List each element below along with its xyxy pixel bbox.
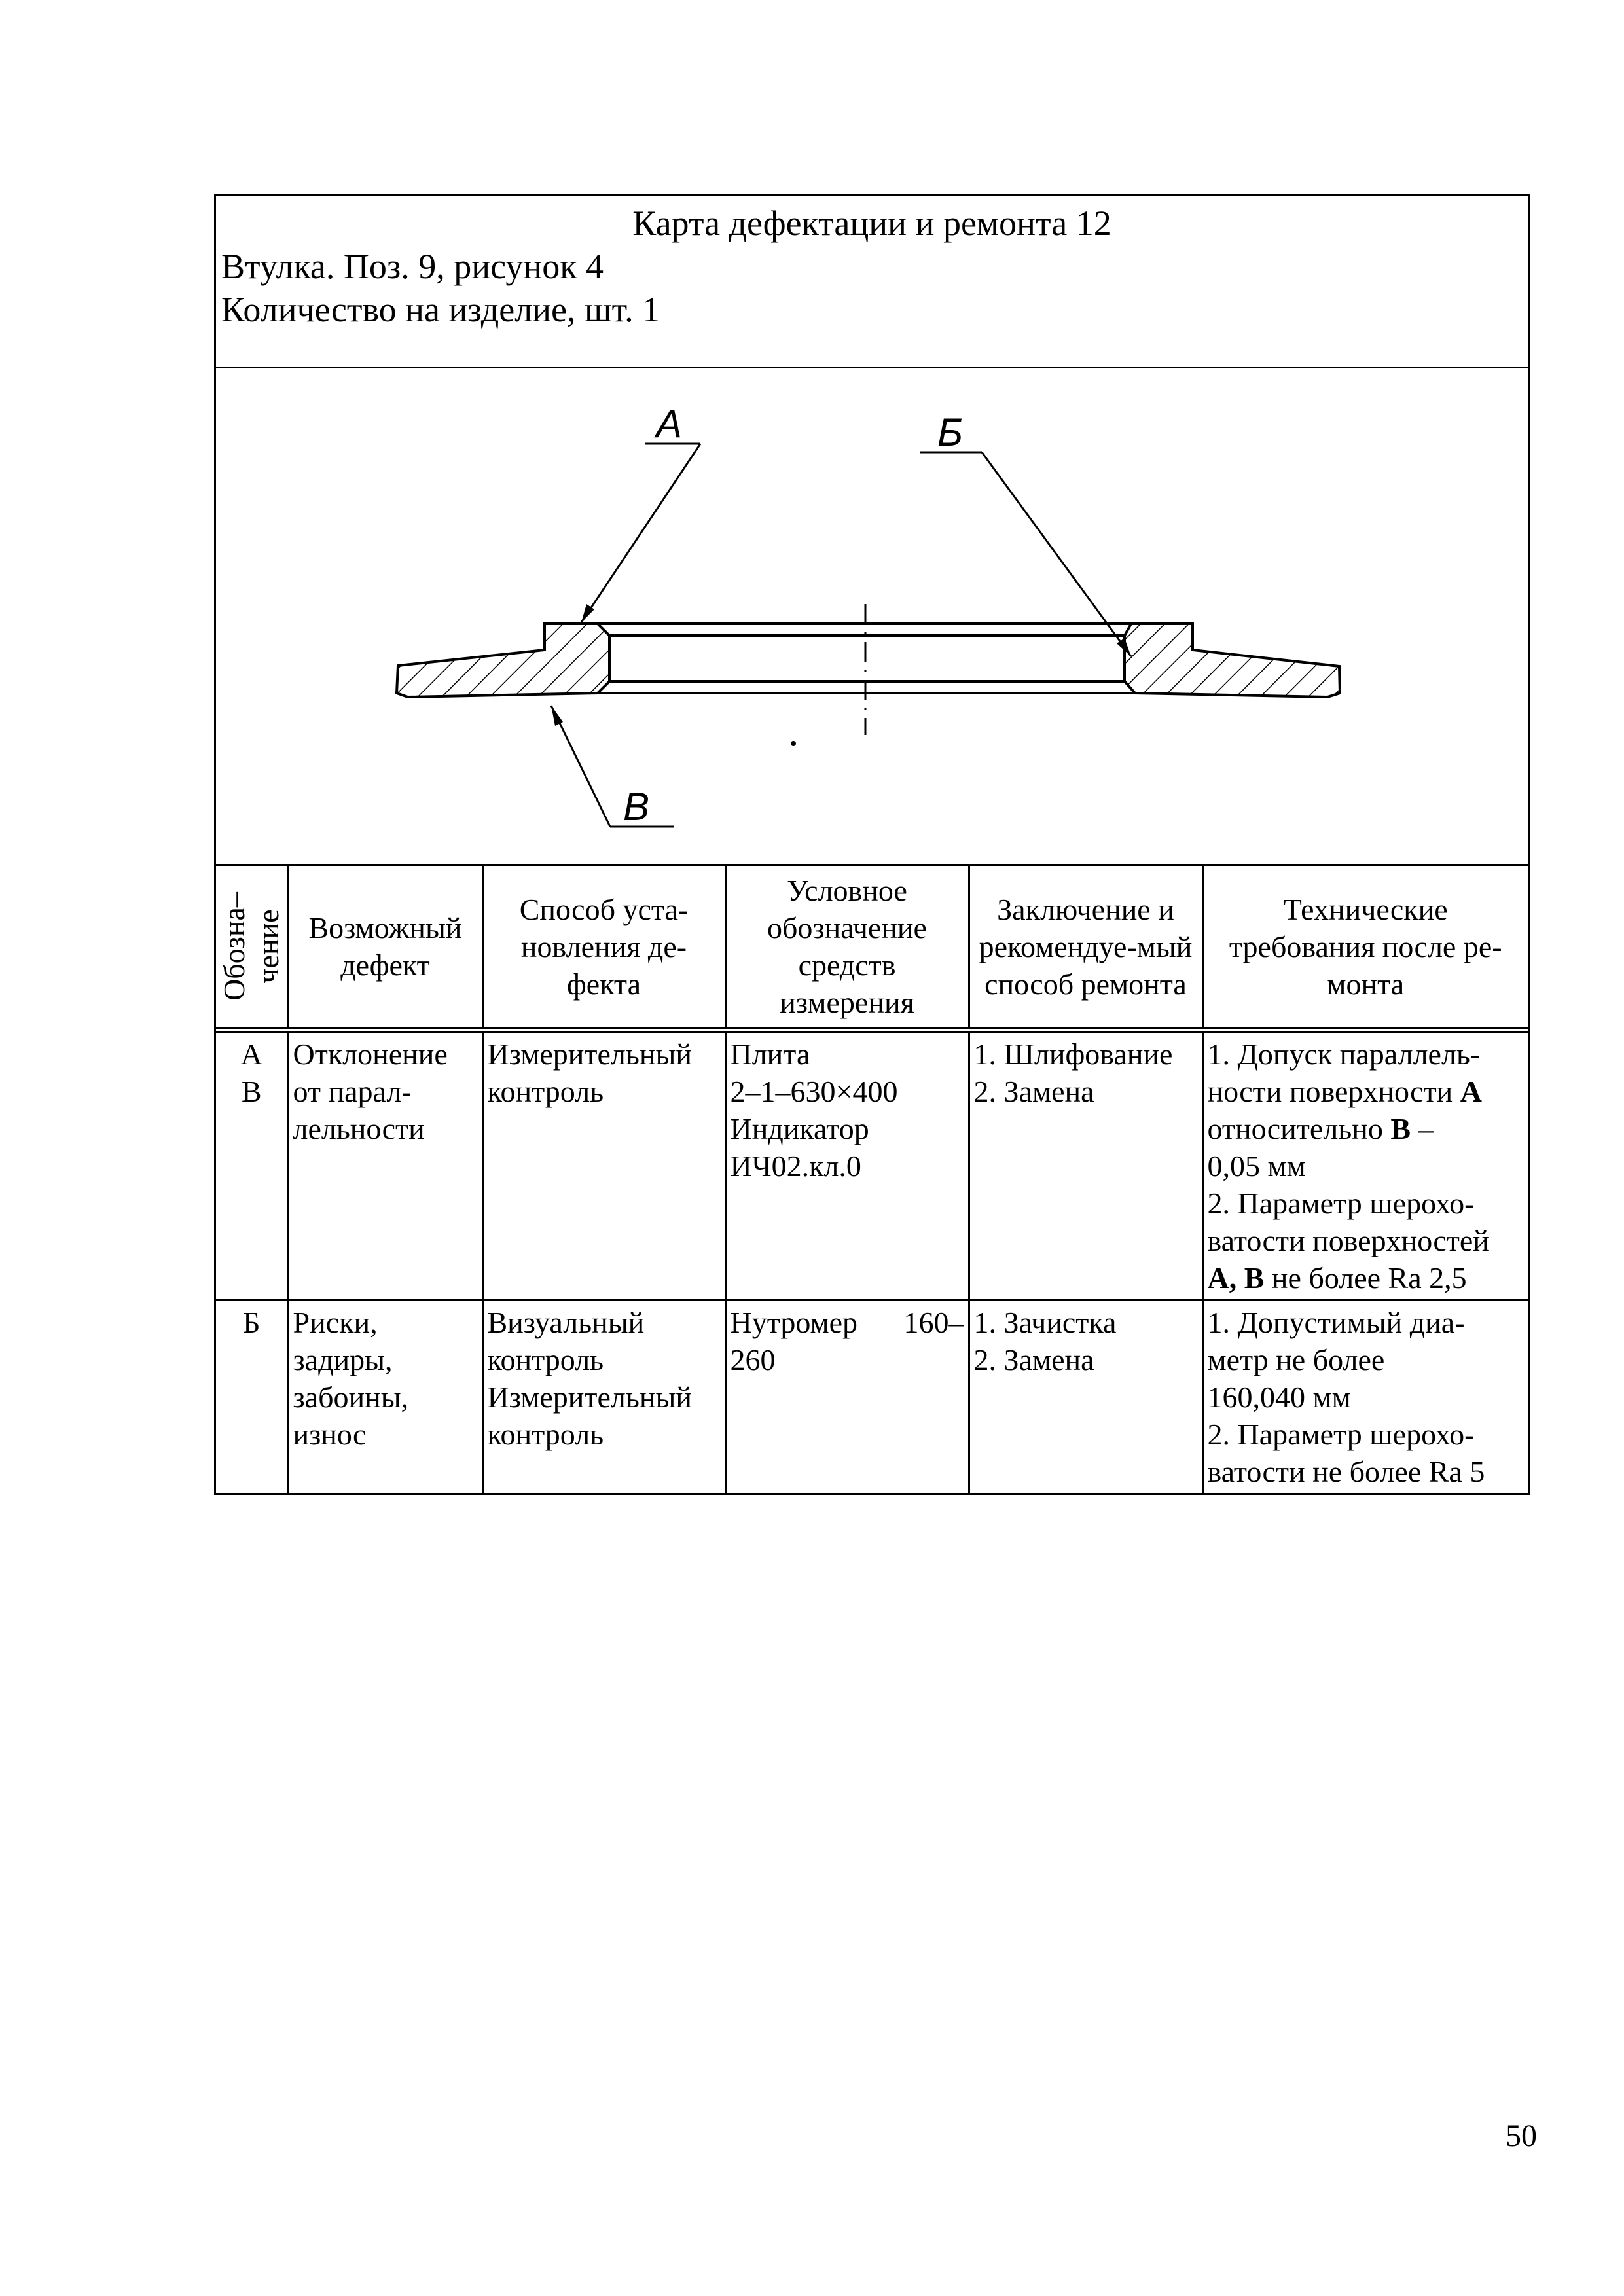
cell-line: забоины, bbox=[293, 1380, 409, 1414]
defect-card bbox=[214, 194, 1530, 1495]
cell-text: не более Ra 2,5 bbox=[1264, 1261, 1467, 1295]
row-means bbox=[725, 1300, 969, 1494]
header-means: Условное обозначение средств измерения bbox=[725, 866, 969, 1030]
row-method bbox=[482, 1030, 725, 1300]
cell-line: 2. Замена bbox=[973, 1343, 1094, 1376]
row-method bbox=[482, 1300, 725, 1494]
label-a: А bbox=[656, 402, 683, 446]
card-header bbox=[216, 196, 1528, 368]
cell-text: Нутромер bbox=[730, 1306, 858, 1339]
cell-line: 2. Замена bbox=[973, 1075, 1094, 1108]
header-designation bbox=[216, 866, 288, 1030]
surface-ref: В bbox=[1390, 1112, 1411, 1145]
table-header-row bbox=[216, 866, 1528, 1030]
cell-text: 160– bbox=[903, 1306, 964, 1339]
surface-ref: А, В bbox=[1207, 1261, 1265, 1295]
cell-line: 2. Параметр шерохо- bbox=[1207, 1187, 1475, 1220]
header-method: Способ уста-новления де-фекта bbox=[482, 866, 725, 1030]
cell-line: 0,05 мм bbox=[1207, 1149, 1306, 1183]
cell-text: ности поверхности bbox=[1207, 1075, 1460, 1108]
cell-line: Риски, bbox=[293, 1306, 378, 1339]
header-defect: Возможный дефект bbox=[288, 866, 482, 1030]
left-section bbox=[397, 624, 609, 697]
cell-line: ватости поверхностей bbox=[1207, 1224, 1489, 1257]
cell-line: Визуальный bbox=[487, 1306, 645, 1339]
row-means bbox=[725, 1030, 969, 1300]
header-designation-line-2: чение bbox=[251, 909, 285, 984]
part-name: Втулка. Поз. 9, рисунок 4 bbox=[221, 247, 604, 286]
cell-line: 2. Параметр шерохо- bbox=[1207, 1418, 1475, 1451]
card-title: Карта дефектации и ремонта 12 bbox=[632, 204, 1111, 243]
cell-line bbox=[731, 1304, 964, 1341]
cell-line: метр не более bbox=[1207, 1343, 1385, 1376]
code-line: В bbox=[241, 1075, 262, 1108]
label-b: Б bbox=[937, 410, 964, 454]
cell-line: лельности bbox=[293, 1112, 425, 1145]
row-code bbox=[216, 1030, 288, 1300]
cell-line: 1. Допуск параллель- bbox=[1207, 1037, 1481, 1071]
technical-drawing bbox=[216, 368, 1528, 866]
cell-line: ИЧ02.кл.0 bbox=[730, 1149, 861, 1183]
cell-line: задиры, bbox=[293, 1343, 393, 1376]
cell-text: – bbox=[1411, 1112, 1434, 1145]
code-line: Б bbox=[243, 1306, 261, 1339]
cell-line: от парал- bbox=[293, 1075, 412, 1108]
cell-line bbox=[1208, 1259, 1525, 1297]
row-requirements bbox=[1202, 1030, 1528, 1300]
row-conclusion bbox=[969, 1300, 1202, 1494]
cell-line: 160,040 мм bbox=[1207, 1380, 1351, 1414]
cell-text: относительно bbox=[1207, 1112, 1391, 1145]
row-requirements bbox=[1202, 1300, 1528, 1494]
cell-line: Плита bbox=[730, 1037, 810, 1071]
cell-line: 1. Допустимый диа- bbox=[1207, 1306, 1465, 1339]
table-row bbox=[216, 1030, 1528, 1300]
header-requirements: Технические требования после ре-монта bbox=[1202, 866, 1528, 1030]
right-section bbox=[1125, 624, 1340, 697]
cell-line: контроль bbox=[487, 1418, 604, 1451]
cell-line: 2–1–630×400 bbox=[730, 1075, 898, 1108]
row-code bbox=[216, 1300, 288, 1494]
quantity: Количество на изделие, шт. 1 bbox=[221, 290, 660, 329]
cell-line: Измерительный bbox=[487, 1380, 692, 1414]
label-v: В bbox=[623, 785, 650, 829]
cell-line: 1. Зачистка bbox=[973, 1306, 1117, 1339]
row-conclusion bbox=[969, 1030, 1202, 1300]
cell-line: 1. Шлифование bbox=[973, 1037, 1173, 1071]
table-row bbox=[216, 1300, 1528, 1494]
cell-line: контроль bbox=[487, 1075, 604, 1108]
bushing-drawing bbox=[216, 368, 1528, 864]
cell-line: ватости не более Ra 5 bbox=[1207, 1455, 1485, 1488]
cell-line bbox=[1208, 1073, 1525, 1110]
code-line: А bbox=[240, 1037, 262, 1071]
defect-table bbox=[216, 866, 1528, 1493]
cell-line: Отклонение bbox=[293, 1037, 448, 1071]
cell-line: 260 bbox=[730, 1343, 776, 1376]
cell-line: износ bbox=[293, 1418, 367, 1451]
surface-ref: А bbox=[1460, 1075, 1483, 1108]
row-defect bbox=[288, 1030, 482, 1300]
cell-line: контроль bbox=[487, 1343, 604, 1376]
header-designation-line-1: Обозна– bbox=[217, 892, 251, 1001]
cell-line: Индикатор bbox=[730, 1112, 869, 1145]
row-defect bbox=[288, 1300, 482, 1494]
page-number: 50 bbox=[1506, 2119, 1537, 2153]
cell-line: Измерительный bbox=[487, 1037, 692, 1071]
header-conclusion: Заключение и рекомендуе-мый способ ремонта bbox=[969, 866, 1202, 1030]
cell-line bbox=[1208, 1110, 1525, 1147]
